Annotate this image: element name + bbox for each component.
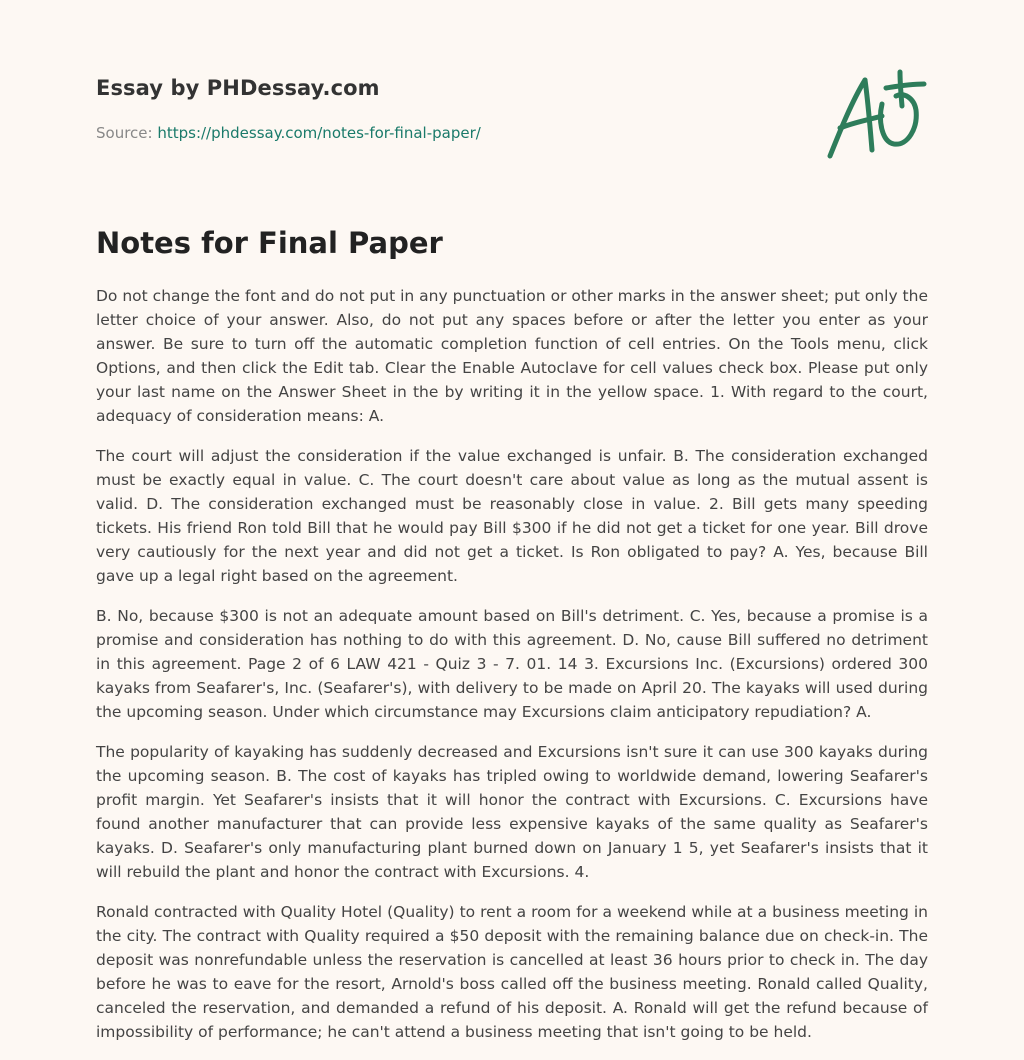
paragraph: Ronald contracted with Quality Hotel (Quality) to rent a room for a weekend while at a business meeting in the city. The contract with Quality required a $50 deposit with the remaining balance due on check-in. The deposit was nonrefundable unless the reservation is cancelled at least 36 hours prior to check in. The day before he was to eave for the resort, Arnold's boss called off the business meeting. Ronald called Quality, canceled the reservation, and demanded a refund of his deposit. A. Ronald will get the refund because of impossibility of performance; he can't attend a business meeting that isn't going to be held.: [96, 903, 928, 1041]
source-line: [96, 124, 481, 142]
source-label: Source:: [96, 124, 158, 142]
site-title: Essay by PHDessay.com: [96, 76, 380, 100]
paragraph: The popularity of kayaking has suddenly decreased and Excursions isn't sure it can use 300 kayaks during the upcoming season. B. The cost of kayaks has tripled owing to worldwide demand, lowering Seafarer's profit margin. Yet Seafarer's insists that it will honor the contract with Excursions. C. Excursions have found another manufacturer that can provide less expensive kayaks of the same quality as Seafarer's kayaks. D. Seafarer's only manufacturing plant burned down on January 1 5, yet Seafarer's insists that it will rebuild the plant and honor the contract with Excursions. 4.: [96, 743, 928, 881]
paragraph: Do not change the font and do not put in any punctuation or other marks in the answer sheet; put only the letter choice of your answer. Also, do not put any spaces before or after the letter you enter as your answer. Be sure to turn off the automatic completion function of cell entries. On the Tools menu, click Options, and then click the Edit tab. Clear the Enable Autoclave for cell values check box. Please put only your last name on the Answer Sheet in the by writing it in the yellow space. 1. With regard to the court, adequacy of consideration means: A.: [96, 287, 928, 425]
document-body: [96, 284, 928, 1060]
source-link[interactable]: https://phdessay.com/notes-for-final-paper/: [157, 124, 481, 142]
document-title: Notes for Final Paper: [96, 226, 443, 260]
paragraph: The court will adjust the consideration if the value exchanged is unfair. B. The consideration exchanged must be exactly equal in value. C. The court doesn't care about value as long as the mutual assent is valid. D. The consideration exchanged must be reasonably close in value. 2. Bill gets many speeding tickets. His friend Ron told Bill that he would pay Bill $300 if he did not get a ticket for one year. Bill drove very cautiously for the next year and did not get a ticket. Is Ron obligated to pay? A. Yes, because Bill gave up a legal right based on the agreement.: [96, 447, 928, 585]
a-plus-grade-icon: [820, 66, 930, 166]
paragraph: B. No, because $300 is not an adequate amount based on Bill's detriment. C. Yes, because a promise is a promise and consideration has nothing to do with this agreement. D. No, cause Bill suffered no detriment in this agreement. Page 2 of 6 LAW 421 - Quiz 3 - 7. 01. 14 3. Excursions Inc. (Excursions) ordered 300 kayaks from Seafarer's, Inc. (Seafarer's), with delivery to be made on April 20. The kayaks will used during the upcoming season. Under which circumstance may Excursions claim anticipatory repudiation? A.: [96, 607, 928, 721]
